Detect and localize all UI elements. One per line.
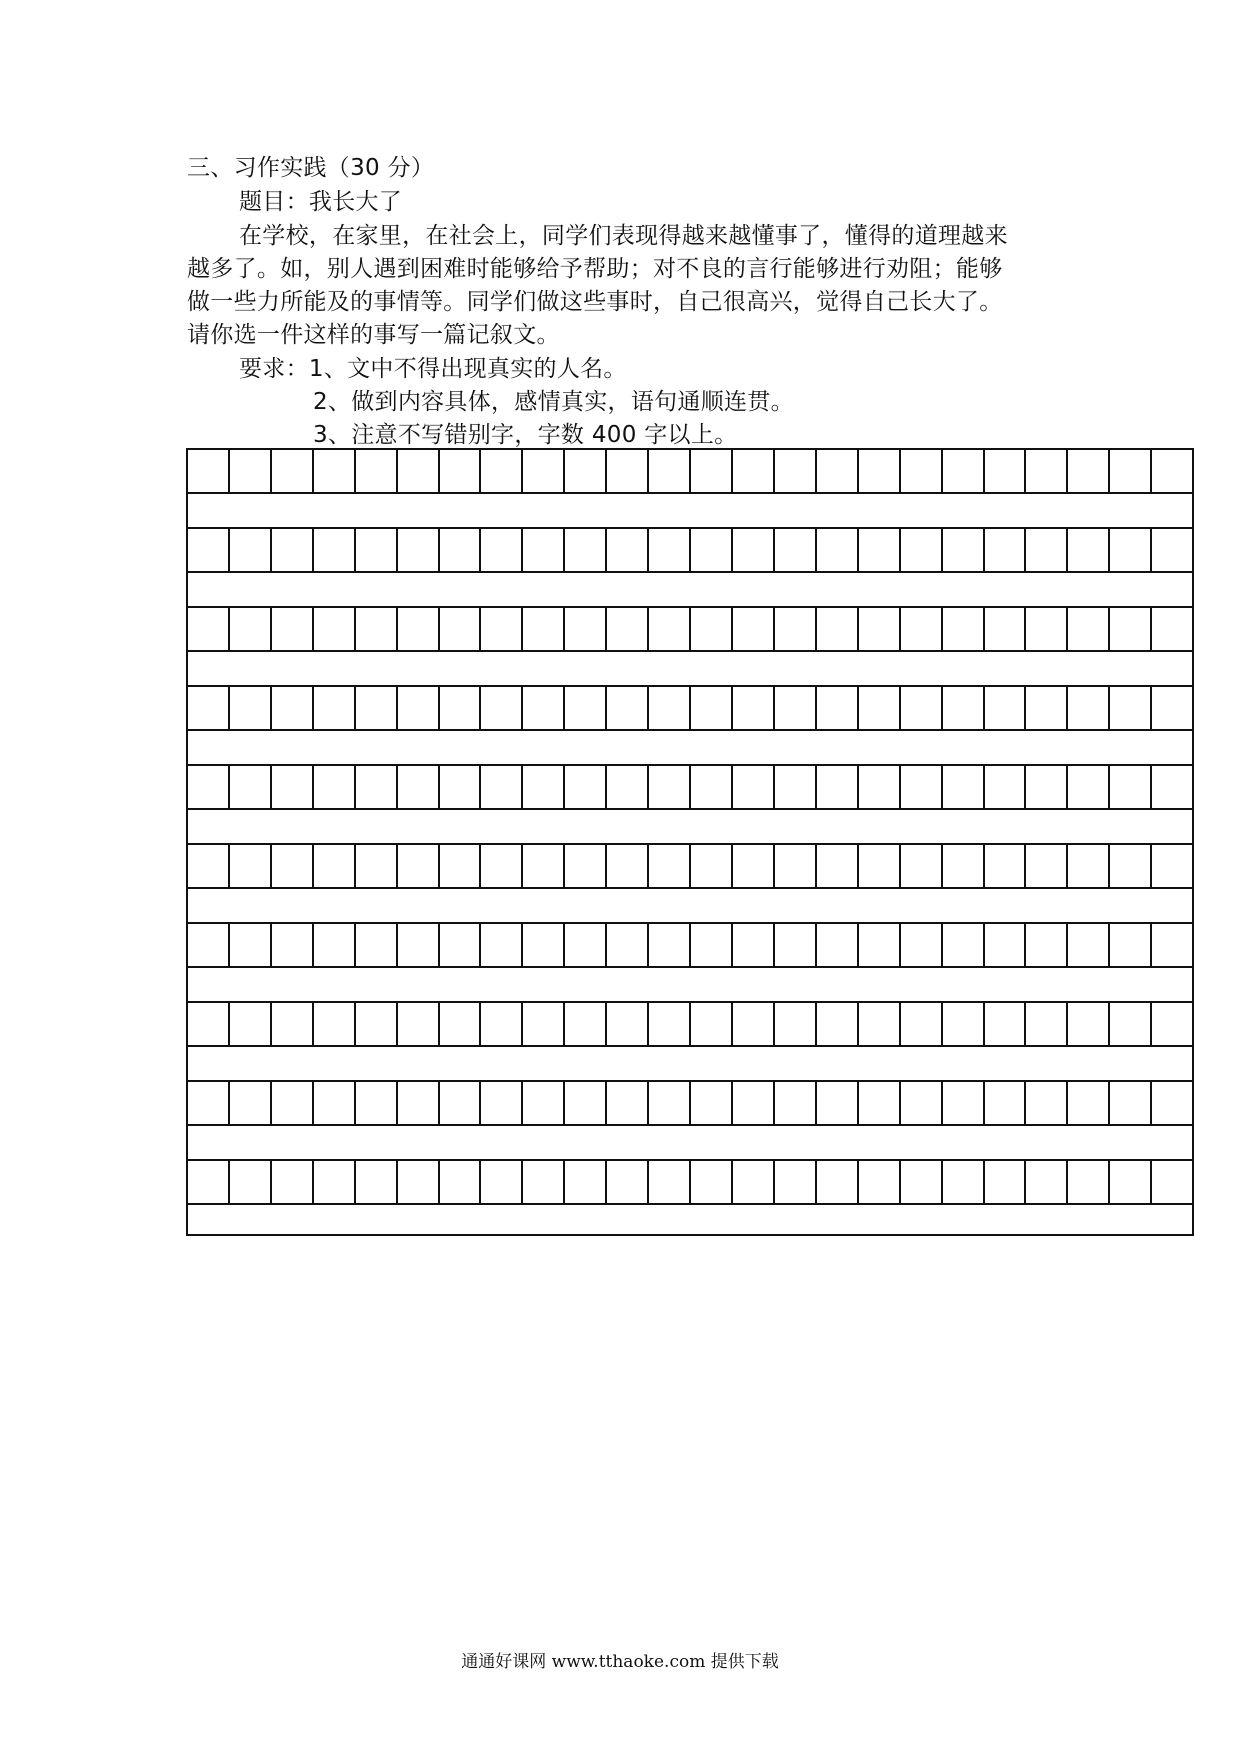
grid-cell bbox=[1152, 529, 1192, 571]
grid-cell bbox=[188, 766, 230, 808]
grid-cell bbox=[565, 924, 607, 966]
grid-cell bbox=[1110, 608, 1152, 650]
grid-cell bbox=[356, 924, 398, 966]
grid-cell bbox=[901, 766, 943, 808]
grid-cell bbox=[481, 845, 523, 887]
grid-row-spacer bbox=[188, 1047, 1192, 1082]
grid-cell bbox=[440, 450, 482, 492]
grid-row bbox=[188, 529, 1192, 573]
grid-cell bbox=[356, 1003, 398, 1045]
grid-cell bbox=[733, 1082, 775, 1124]
grid-cell bbox=[859, 450, 901, 492]
grid-cell bbox=[523, 687, 565, 729]
grid-cell bbox=[1026, 766, 1068, 808]
grid-cell bbox=[356, 1161, 398, 1203]
grid-cell bbox=[398, 766, 440, 808]
grid-cell bbox=[1110, 1082, 1152, 1124]
grid-cell bbox=[649, 608, 691, 650]
grid-cell bbox=[1068, 608, 1110, 650]
grid-cell bbox=[481, 1161, 523, 1203]
grid-cell bbox=[565, 608, 607, 650]
grid-cell bbox=[314, 529, 356, 571]
grid-cell bbox=[230, 608, 272, 650]
grid-cell bbox=[1026, 1003, 1068, 1045]
grid-cell bbox=[817, 608, 859, 650]
grid-cell bbox=[188, 529, 230, 571]
requirement-1: 要求：1、文中不得出现真实的人名。 bbox=[239, 356, 627, 382]
grid-cell bbox=[607, 845, 649, 887]
grid-cell bbox=[481, 924, 523, 966]
essay-topic: 题目：我长大了 bbox=[239, 189, 403, 215]
grid-cell bbox=[859, 924, 901, 966]
grid-cell bbox=[523, 450, 565, 492]
grid-cell bbox=[607, 529, 649, 571]
grid-cell bbox=[565, 1003, 607, 1045]
grid-cell bbox=[1068, 845, 1110, 887]
grid-cell bbox=[775, 529, 817, 571]
grid-cell bbox=[901, 529, 943, 571]
grid-cell bbox=[565, 450, 607, 492]
grid-cell bbox=[943, 450, 985, 492]
grid-cell bbox=[1068, 766, 1110, 808]
grid-cell bbox=[985, 1082, 1027, 1124]
grid-cell bbox=[943, 1003, 985, 1045]
grid-cell bbox=[398, 450, 440, 492]
grid-cell bbox=[943, 687, 985, 729]
requirement-2: 2、做到内容具体，感情真实，语句通顺连贯。 bbox=[313, 389, 794, 415]
grid-cell bbox=[356, 529, 398, 571]
grid-cell bbox=[859, 845, 901, 887]
grid-cell bbox=[859, 608, 901, 650]
grid-cell bbox=[985, 1003, 1027, 1045]
grid-cell bbox=[523, 924, 565, 966]
grid-cell bbox=[1152, 924, 1192, 966]
grid-cell bbox=[733, 450, 775, 492]
grid-cell bbox=[649, 845, 691, 887]
intro-line-1: 在学校，在家里，在社会上，同学们表现得越来越懂事了，懂得的道理越来 bbox=[239, 223, 1008, 249]
grid-cell bbox=[398, 845, 440, 887]
grid-cell bbox=[440, 1082, 482, 1124]
grid-cell bbox=[649, 529, 691, 571]
grid-cell bbox=[691, 608, 733, 650]
grid-cell bbox=[943, 924, 985, 966]
grid-cell bbox=[523, 1161, 565, 1203]
grid-cell bbox=[314, 1161, 356, 1203]
grid-cell bbox=[1110, 529, 1152, 571]
grid-cell bbox=[691, 687, 733, 729]
grid-cell bbox=[985, 1161, 1027, 1203]
grid-cell bbox=[440, 1161, 482, 1203]
grid-cell bbox=[1110, 766, 1152, 808]
grid-cell bbox=[523, 1082, 565, 1124]
grid-cell bbox=[607, 924, 649, 966]
grid-cell bbox=[985, 687, 1027, 729]
grid-cell bbox=[733, 924, 775, 966]
grid-cell bbox=[817, 1082, 859, 1124]
grid-cell bbox=[272, 924, 314, 966]
grid-cell bbox=[272, 529, 314, 571]
grid-cell bbox=[901, 687, 943, 729]
grid-cell bbox=[607, 1082, 649, 1124]
grid-cell bbox=[481, 1082, 523, 1124]
grid-cell bbox=[398, 1161, 440, 1203]
grid-cell bbox=[901, 845, 943, 887]
grid-cell bbox=[901, 450, 943, 492]
grid-cell bbox=[901, 924, 943, 966]
intro-line-4: 请你选一件这样的事写一篇记叙文。 bbox=[187, 322, 560, 348]
grid-cell bbox=[398, 608, 440, 650]
grid-cell bbox=[272, 1082, 314, 1124]
grid-cell bbox=[356, 608, 398, 650]
grid-cell bbox=[188, 687, 230, 729]
grid-cell bbox=[859, 529, 901, 571]
grid-row-spacer bbox=[188, 1205, 1192, 1240]
grid-cell bbox=[188, 1003, 230, 1045]
grid-cell bbox=[985, 924, 1027, 966]
grid-cell bbox=[565, 766, 607, 808]
grid-cell bbox=[649, 924, 691, 966]
grid-cell bbox=[314, 687, 356, 729]
grid-cell bbox=[691, 1161, 733, 1203]
grid-cell bbox=[859, 1161, 901, 1203]
grid-cell bbox=[188, 450, 230, 492]
grid-cell bbox=[649, 1082, 691, 1124]
grid-cell bbox=[1152, 1082, 1192, 1124]
grid-cell bbox=[314, 845, 356, 887]
grid-row bbox=[188, 1161, 1192, 1205]
grid-cell bbox=[523, 845, 565, 887]
grid-cell bbox=[1026, 1161, 1068, 1203]
grid-cell bbox=[440, 608, 482, 650]
grid-cell bbox=[230, 845, 272, 887]
grid-cell bbox=[272, 1161, 314, 1203]
grid-cell bbox=[691, 924, 733, 966]
grid-cell bbox=[440, 529, 482, 571]
grid-cell bbox=[607, 687, 649, 729]
grid-cell bbox=[817, 924, 859, 966]
grid-cell bbox=[691, 529, 733, 571]
grid-cell bbox=[1068, 450, 1110, 492]
grid-cell bbox=[817, 529, 859, 571]
grid-cell bbox=[356, 450, 398, 492]
grid-cell bbox=[440, 1003, 482, 1045]
grid-row bbox=[188, 766, 1192, 810]
grid-cell bbox=[691, 845, 733, 887]
grid-cell bbox=[272, 766, 314, 808]
grid-cell bbox=[1152, 1161, 1192, 1203]
grid-cell bbox=[649, 766, 691, 808]
grid-cell bbox=[817, 766, 859, 808]
grid-cell bbox=[691, 766, 733, 808]
grid-row-spacer bbox=[188, 889, 1192, 924]
grid-cell bbox=[356, 687, 398, 729]
grid-cell bbox=[398, 687, 440, 729]
grid-cell bbox=[440, 687, 482, 729]
grid-cell bbox=[356, 845, 398, 887]
grid-row-spacer bbox=[188, 494, 1192, 529]
grid-cell bbox=[230, 1003, 272, 1045]
grid-cell bbox=[775, 766, 817, 808]
intro-line-3: 做一些力所能及的事情等。同学们做这些事时，自己很高兴，觉得自己长大了。 bbox=[187, 289, 1003, 315]
grid-row bbox=[188, 450, 1192, 494]
grid-cell bbox=[817, 845, 859, 887]
grid-cell bbox=[230, 924, 272, 966]
grid-row-spacer bbox=[188, 810, 1192, 845]
grid-cell bbox=[859, 687, 901, 729]
grid-row-spacer bbox=[188, 731, 1192, 766]
grid-cell bbox=[817, 450, 859, 492]
grid-cell bbox=[272, 450, 314, 492]
grid-cell bbox=[440, 845, 482, 887]
requirement-3: 3、注意不写错别字，字数 400 字以上。 bbox=[313, 422, 738, 448]
grid-cell bbox=[523, 608, 565, 650]
grid-cell bbox=[523, 1003, 565, 1045]
grid-cell bbox=[649, 1161, 691, 1203]
grid-cell bbox=[649, 450, 691, 492]
grid-cell bbox=[314, 1003, 356, 1045]
grid-cell bbox=[356, 766, 398, 808]
grid-cell bbox=[943, 608, 985, 650]
grid-cell bbox=[188, 924, 230, 966]
page-footer: 通通好课网 www.tthaoke.com 提供下载 bbox=[461, 1652, 779, 1672]
grid-cell bbox=[565, 687, 607, 729]
grid-cell bbox=[272, 1003, 314, 1045]
grid-cell bbox=[943, 529, 985, 571]
grid-cell bbox=[985, 766, 1027, 808]
writing-grid bbox=[186, 448, 1194, 1236]
grid-cell bbox=[817, 1161, 859, 1203]
grid-cell bbox=[775, 924, 817, 966]
grid-cell bbox=[691, 1082, 733, 1124]
grid-cell bbox=[230, 1082, 272, 1124]
grid-cell bbox=[943, 1161, 985, 1203]
grid-cell bbox=[1152, 845, 1192, 887]
grid-cell bbox=[691, 1003, 733, 1045]
grid-cell bbox=[607, 450, 649, 492]
grid-cell bbox=[607, 1161, 649, 1203]
grid-cell bbox=[398, 1082, 440, 1124]
grid-cell bbox=[1068, 1082, 1110, 1124]
grid-cell bbox=[230, 1161, 272, 1203]
grid-cell bbox=[1026, 608, 1068, 650]
grid-cell bbox=[230, 687, 272, 729]
grid-cell bbox=[1110, 1003, 1152, 1045]
grid-cell bbox=[943, 845, 985, 887]
grid-cell bbox=[775, 1161, 817, 1203]
grid-cell bbox=[1068, 687, 1110, 729]
grid-cell bbox=[314, 766, 356, 808]
grid-cell bbox=[607, 1003, 649, 1045]
grid-cell bbox=[901, 1082, 943, 1124]
grid-row-spacer bbox=[188, 573, 1192, 608]
grid-cell bbox=[775, 608, 817, 650]
grid-cell bbox=[398, 1003, 440, 1045]
grid-cell bbox=[733, 687, 775, 729]
grid-cell bbox=[733, 608, 775, 650]
grid-row bbox=[188, 845, 1192, 889]
grid-cell bbox=[1026, 687, 1068, 729]
grid-cell bbox=[733, 1003, 775, 1045]
grid-cell bbox=[230, 766, 272, 808]
grid-cell bbox=[272, 845, 314, 887]
grid-cell bbox=[230, 450, 272, 492]
grid-cell bbox=[565, 845, 607, 887]
grid-cell bbox=[314, 1082, 356, 1124]
grid-cell bbox=[188, 1161, 230, 1203]
grid-cell bbox=[1110, 1161, 1152, 1203]
grid-cell bbox=[943, 766, 985, 808]
grid-cell bbox=[901, 1161, 943, 1203]
grid-cell bbox=[859, 1003, 901, 1045]
grid-row-spacer bbox=[188, 1126, 1192, 1161]
grid-cell bbox=[943, 1082, 985, 1124]
grid-cell bbox=[775, 450, 817, 492]
grid-cell bbox=[1068, 924, 1110, 966]
grid-cell bbox=[188, 1082, 230, 1124]
grid-cell bbox=[1026, 1082, 1068, 1124]
grid-row bbox=[188, 924, 1192, 968]
grid-cell bbox=[985, 529, 1027, 571]
grid-cell bbox=[1152, 687, 1192, 729]
grid-cell bbox=[314, 924, 356, 966]
grid-cell bbox=[481, 1003, 523, 1045]
grid-cell bbox=[901, 608, 943, 650]
grid-row bbox=[188, 1082, 1192, 1126]
grid-cell bbox=[1152, 450, 1192, 492]
grid-cell bbox=[1110, 450, 1152, 492]
grid-cell bbox=[1026, 845, 1068, 887]
grid-cell bbox=[985, 845, 1027, 887]
grid-cell bbox=[481, 608, 523, 650]
grid-row bbox=[188, 1003, 1192, 1047]
grid-cell bbox=[1026, 529, 1068, 571]
grid-cell bbox=[859, 766, 901, 808]
grid-cell bbox=[523, 529, 565, 571]
section-title: 三、习作实践（30 分） bbox=[187, 155, 435, 181]
grid-cell bbox=[817, 1003, 859, 1045]
grid-cell bbox=[1152, 608, 1192, 650]
grid-cell bbox=[649, 687, 691, 729]
grid-cell bbox=[440, 766, 482, 808]
grid-cell bbox=[649, 1003, 691, 1045]
grid-cell bbox=[523, 766, 565, 808]
grid-cell bbox=[398, 529, 440, 571]
grid-cell bbox=[1068, 529, 1110, 571]
grid-cell bbox=[565, 529, 607, 571]
grid-cell bbox=[775, 687, 817, 729]
grid-cell bbox=[775, 1003, 817, 1045]
grid-cell bbox=[985, 450, 1027, 492]
grid-cell bbox=[398, 924, 440, 966]
grid-cell bbox=[314, 450, 356, 492]
grid-cell bbox=[1026, 450, 1068, 492]
grid-cell bbox=[817, 687, 859, 729]
grid-cell bbox=[440, 924, 482, 966]
grid-cell bbox=[188, 845, 230, 887]
grid-cell bbox=[356, 1082, 398, 1124]
grid-cell bbox=[1110, 845, 1152, 887]
grid-cell bbox=[775, 1082, 817, 1124]
grid-cell bbox=[1152, 766, 1192, 808]
grid-cell bbox=[272, 608, 314, 650]
grid-cell bbox=[481, 766, 523, 808]
grid-cell bbox=[481, 529, 523, 571]
grid-cell bbox=[1110, 924, 1152, 966]
grid-cell bbox=[565, 1161, 607, 1203]
grid-cell bbox=[481, 687, 523, 729]
grid-cell bbox=[481, 450, 523, 492]
grid-cell bbox=[733, 529, 775, 571]
grid-row-spacer bbox=[188, 652, 1192, 687]
grid-cell bbox=[1068, 1003, 1110, 1045]
grid-cell bbox=[901, 1003, 943, 1045]
grid-cell bbox=[733, 1161, 775, 1203]
intro-line-2: 越多了。如，别人遇到困难时能够给予帮助；对不良的言行能够进行劝阻；能够 bbox=[187, 256, 1003, 282]
grid-row-spacer bbox=[188, 968, 1192, 1003]
grid-cell bbox=[1026, 924, 1068, 966]
grid-cell bbox=[1110, 687, 1152, 729]
grid-cell bbox=[733, 766, 775, 808]
grid-cell bbox=[775, 845, 817, 887]
grid-cell bbox=[691, 450, 733, 492]
grid-cell bbox=[565, 1082, 607, 1124]
grid-row bbox=[188, 687, 1192, 731]
grid-cell bbox=[733, 845, 775, 887]
grid-cell bbox=[607, 608, 649, 650]
grid-cell bbox=[985, 608, 1027, 650]
grid-cell bbox=[1152, 1003, 1192, 1045]
grid-cell bbox=[859, 1082, 901, 1124]
grid-cell bbox=[188, 608, 230, 650]
grid-cell bbox=[230, 529, 272, 571]
grid-cell bbox=[607, 766, 649, 808]
grid-row bbox=[188, 608, 1192, 652]
grid-cell bbox=[314, 608, 356, 650]
grid-cell bbox=[1068, 1161, 1110, 1203]
grid-cell bbox=[272, 687, 314, 729]
